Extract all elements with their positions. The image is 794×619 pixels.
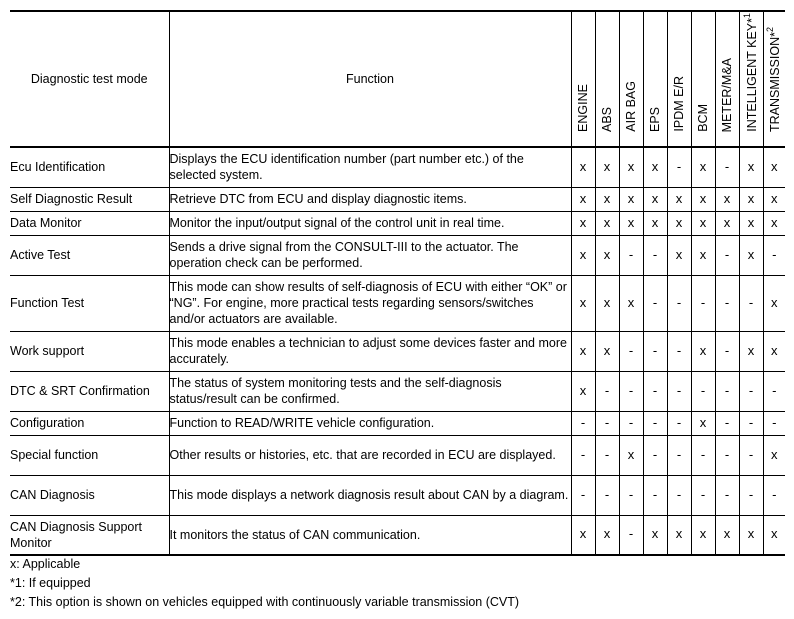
header-function: Function (169, 11, 571, 147)
row-mark: - (715, 411, 739, 435)
row-mark: - (715, 147, 739, 187)
table-row (10, 235, 785, 275)
header-system-label (575, 84, 591, 132)
row-mark: - (739, 411, 763, 435)
row-mark: - (619, 475, 643, 515)
row-mark: - (667, 331, 691, 371)
row-mark: x (595, 187, 619, 211)
row-mark: x (571, 515, 595, 555)
row-mode: Ecu Identification (10, 147, 169, 187)
header-system (739, 11, 763, 147)
row-function: This mode displays a network diagnosis result about CAN by a diagram. (169, 475, 571, 515)
row-mark: - (667, 411, 691, 435)
row-mark: x (619, 435, 643, 475)
row-mark: - (691, 371, 715, 411)
row-mark: x (619, 187, 643, 211)
row-mark: - (739, 475, 763, 515)
table-row (10, 411, 785, 435)
row-mark: x (571, 235, 595, 275)
row-mark: x (715, 211, 739, 235)
header-system (619, 11, 643, 147)
row-mark: x (667, 235, 691, 275)
row-mark: - (571, 475, 595, 515)
row-mark: x (763, 331, 785, 371)
header-system-text: BCM (695, 104, 710, 132)
header-system-label (647, 107, 663, 132)
row-mark: x (691, 187, 715, 211)
row-mark: - (643, 331, 667, 371)
row-mark: x (619, 147, 643, 187)
header-mode: Diagnostic test mode (10, 11, 169, 147)
row-mark: - (739, 275, 763, 331)
row-mark: - (715, 331, 739, 371)
row-mark: - (643, 475, 667, 515)
diagnostic-table (10, 10, 785, 556)
row-mark: - (763, 475, 785, 515)
row-mode: CAN Diagnosis Support Monitor (10, 515, 169, 555)
header-system-text: ENGINE (575, 84, 590, 132)
row-mark: x (739, 211, 763, 235)
row-mode: Active Test (10, 235, 169, 275)
row-mark: x (691, 147, 715, 187)
row-mark: x (595, 235, 619, 275)
row-mark: - (595, 435, 619, 475)
row-mark: - (763, 411, 785, 435)
row-mark: - (571, 435, 595, 475)
row-mark: x (691, 331, 715, 371)
row-mark: x (739, 515, 763, 555)
header-system (691, 11, 715, 147)
row-mark: - (763, 235, 785, 275)
header-system (595, 11, 619, 147)
row-mark: x (739, 187, 763, 211)
row-mark: - (643, 411, 667, 435)
header-system (715, 11, 739, 147)
row-mark: x (619, 275, 643, 331)
row-mode: Function Test (10, 275, 169, 331)
header-system-label (719, 58, 735, 132)
row-mark: - (595, 475, 619, 515)
row-function: The status of system monitoring tests and the self-diagnosis status/result can be confirmed. (169, 371, 571, 411)
row-mark: x (643, 147, 667, 187)
row-mark: x (571, 187, 595, 211)
footnotes (10, 555, 519, 612)
header-system-text: AIR BAG (623, 81, 638, 132)
row-function: Displays the ECU identification number (part number etc.) of the selected system. (169, 147, 571, 187)
row-mode: Self Diagnostic Result (10, 187, 169, 211)
row-mark: x (571, 331, 595, 371)
row-mark: - (619, 235, 643, 275)
table-row (10, 331, 785, 371)
header-system-label (742, 13, 760, 132)
row-mark: x (595, 211, 619, 235)
header-system-label (599, 107, 615, 132)
row-mark: - (715, 371, 739, 411)
row-mark: x (691, 411, 715, 435)
row-mark: - (667, 371, 691, 411)
row-mark: - (739, 371, 763, 411)
row-function: This mode enables a technician to adjust some devices faster and more accurately. (169, 331, 571, 371)
row-mark: - (691, 275, 715, 331)
row-mark: x (763, 435, 785, 475)
footnote-1: *1: If equipped (10, 576, 91, 590)
row-mark: x (763, 515, 785, 555)
row-mark: - (667, 475, 691, 515)
row-mark: x (763, 147, 785, 187)
row-mark: - (739, 435, 763, 475)
row-function: Function to READ/WRITE vehicle configuration. (169, 411, 571, 435)
row-mark: x (763, 275, 785, 331)
row-mark: x (739, 147, 763, 187)
row-mark: x (667, 515, 691, 555)
row-mark: - (571, 411, 595, 435)
row-function: Other results or histories, etc. that are recorded in ECU are displayed. (169, 435, 571, 475)
row-mark: x (571, 371, 595, 411)
table-row (10, 187, 785, 211)
row-mark: - (691, 475, 715, 515)
row-mark: - (667, 275, 691, 331)
row-mark: - (619, 371, 643, 411)
row-mark: x (691, 235, 715, 275)
row-mark: - (643, 235, 667, 275)
row-function: Monitor the input/output signal of the control unit in real time. (169, 211, 571, 235)
footnote-applicable: x: Applicable (10, 557, 81, 571)
row-mark: x (571, 211, 595, 235)
row-mark: - (691, 435, 715, 475)
row-mark: x (763, 187, 785, 211)
header-system-text: METER/M&A (719, 57, 734, 132)
row-mark: x (739, 235, 763, 275)
row-mark: x (571, 147, 595, 187)
row-mark: - (643, 371, 667, 411)
row-mode: Data Monitor (10, 211, 169, 235)
footnote-2: *2: This option is shown on vehicles equipped with continuously variable transmission (CVT) (10, 595, 520, 609)
table-row (10, 275, 785, 331)
row-mark: - (667, 435, 691, 475)
header-system-label (671, 76, 687, 132)
row-mark: x (643, 211, 667, 235)
row-function: It monitors the status of CAN communication. (169, 515, 571, 555)
row-mark: - (595, 371, 619, 411)
header-system-text: ABS (599, 106, 614, 132)
header-system-label (695, 104, 711, 132)
row-mark: x (595, 331, 619, 371)
table-row (10, 515, 785, 555)
row-mark: - (619, 331, 643, 371)
header-system-text: TRANSMISSION* (768, 31, 783, 132)
header-system (667, 11, 691, 147)
header-system (643, 11, 667, 147)
table-row (10, 371, 785, 411)
header-system-footnote: 2 (765, 26, 776, 32)
row-mark: x (643, 515, 667, 555)
row-mark: - (643, 435, 667, 475)
row-mark: x (715, 515, 739, 555)
row-mark: x (595, 147, 619, 187)
row-mark: - (715, 235, 739, 275)
row-mark: - (619, 515, 643, 555)
row-mark: x (691, 515, 715, 555)
table-row (10, 147, 785, 187)
header-system-label (765, 27, 783, 132)
header-system-text: EPS (647, 106, 662, 132)
row-mode: Work support (10, 331, 169, 371)
table-body (10, 147, 785, 555)
row-mark: - (763, 371, 785, 411)
header-system-label (623, 81, 639, 132)
row-mark: x (571, 275, 595, 331)
row-mark: x (619, 211, 643, 235)
row-mark: x (739, 331, 763, 371)
header-system-footnote: 1 (741, 13, 752, 19)
header-system (571, 11, 595, 147)
header-system-text: INTELLIGENT KEY* (744, 18, 759, 132)
row-mark: x (595, 515, 619, 555)
row-mark: - (715, 435, 739, 475)
row-function: Retrieve DTC from ECU and display diagnostic items. (169, 187, 571, 211)
row-mark: x (763, 211, 785, 235)
row-mark: - (619, 411, 643, 435)
row-mode: DTC & SRT Confirmation (10, 371, 169, 411)
row-function: This mode can show results of self-diagnosis of ECU with either “OK” or “NG”. For engine, more practical tests regarding sensors/switches and/or actuators are available. (169, 275, 571, 331)
row-mode: Special function (10, 435, 169, 475)
row-mark: - (595, 411, 619, 435)
row-function: Sends a drive signal from the CONSULT-III to the actuator. The operation check can be performed. (169, 235, 571, 275)
table-row (10, 435, 785, 475)
row-mode: CAN Diagnosis (10, 475, 169, 515)
table-row (10, 475, 785, 515)
row-mark: x (595, 275, 619, 331)
row-mark: - (715, 275, 739, 331)
row-mark: x (667, 187, 691, 211)
row-mark: x (715, 187, 739, 211)
header-row (10, 11, 785, 147)
row-mark: - (667, 147, 691, 187)
row-mark: x (691, 211, 715, 235)
row-mark: x (643, 187, 667, 211)
row-mark: - (715, 475, 739, 515)
row-mark: x (667, 211, 691, 235)
row-mode: Configuration (10, 411, 169, 435)
header-system (763, 11, 785, 147)
row-mark: - (643, 275, 667, 331)
table-row (10, 211, 785, 235)
header-system-text: IPDM E/R (671, 76, 686, 132)
